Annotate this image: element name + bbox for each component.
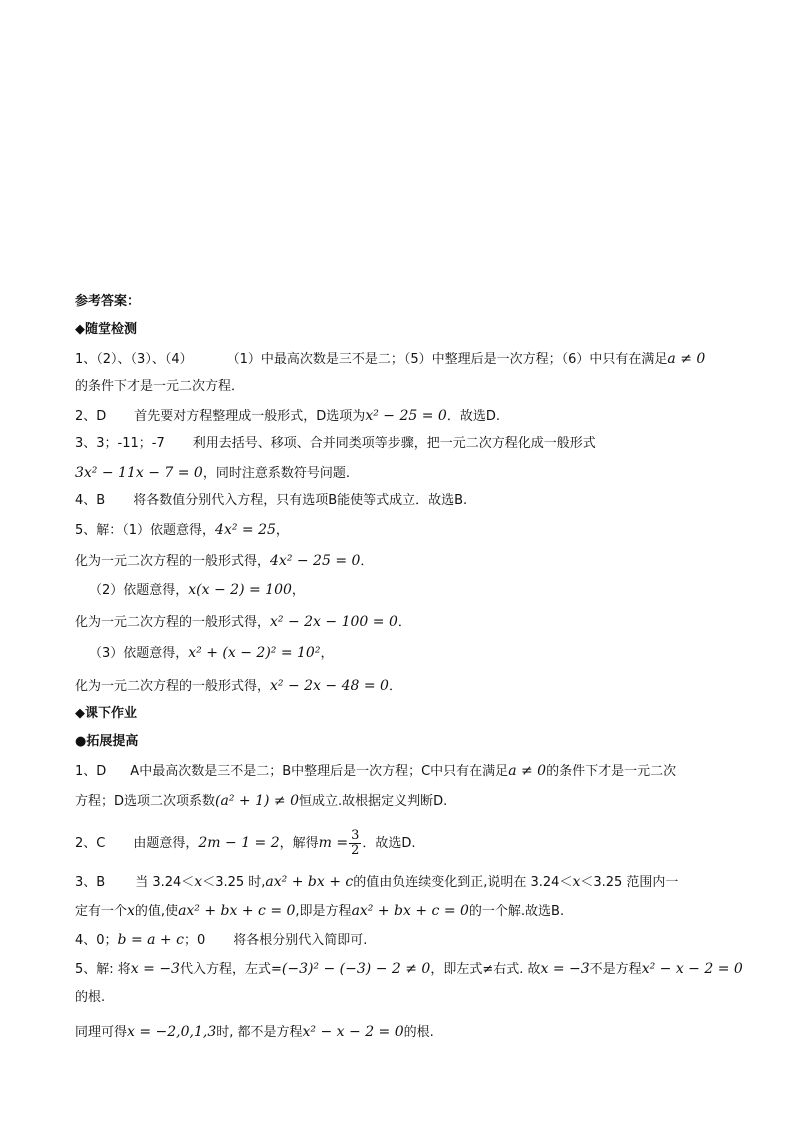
math-formula: 4x² − 25 = 0 <box>270 553 361 569</box>
math-formula: x² − x − 2 = 0 <box>641 961 743 977</box>
punctuation: ． <box>388 679 402 694</box>
math-formula: x = −3 <box>130 961 180 977</box>
answer-line <box>75 960 743 979</box>
answer-label: 1、D <box>75 764 107 779</box>
answer-explanation: 的根. <box>75 990 106 1005</box>
math-formula: 2m − 1 = 2 <box>198 835 280 851</box>
math-formula: (−3)² − (−3) − 2 ≠ 0 <box>281 961 431 977</box>
math-formula: (a² + 1) ≠ 0 <box>215 793 299 809</box>
answer-explanation: 的条件下才是一元二次 <box>546 764 677 779</box>
math-formula: 3x² − 11x − 7 = 0 <box>75 465 203 481</box>
answer-explanation: 当 3.24＜ <box>135 875 195 890</box>
math-formula: a ≠ 0 <box>508 763 547 779</box>
answer-explanation: 的值由负连续变化到正,说明在 3.24＜ <box>353 875 573 890</box>
answer-explanation: ，即左式≠右式. 故 <box>430 962 541 977</box>
answer-label: 4、B <box>75 493 106 508</box>
answer-label: 3、3；-11；-7 <box>75 436 165 451</box>
math-formula: x² − 25 = 0 <box>365 408 447 424</box>
answer-line <box>75 464 725 483</box>
answer-explanation: 恒成立.故根据定义判断D. <box>298 794 448 809</box>
fraction-numerator: 3 <box>351 828 360 843</box>
answer-explanation: 方程；D选项二次项系数 <box>75 794 216 809</box>
answer-explanation: A中最高次数是三不是二；B中整理后是一次方程；C中只有在满足 <box>130 764 509 779</box>
answer-label: 2、C <box>75 836 106 851</box>
answer-explanation: ＜3.25 时, <box>202 875 266 890</box>
math-formula: b = a + c <box>117 932 184 948</box>
answer-line <box>75 407 725 426</box>
answer-explanation: ，解得 <box>279 836 319 851</box>
math-formula: ax² + bx + c = 0 <box>178 903 296 919</box>
section-heading-homework: ◆课下作业 <box>75 706 137 721</box>
answer-line <box>75 350 725 369</box>
answer-explanation: 的一个解.故选B. <box>468 904 565 919</box>
answer-line <box>75 931 725 950</box>
answer-line <box>89 644 739 663</box>
math-formula: x² + (x − 2)² = 10² <box>188 645 321 661</box>
answer-line <box>75 492 725 510</box>
section-heading-in-class-check: ◆随堂检测 <box>75 322 137 337</box>
answer-line <box>75 826 725 861</box>
answer-line <box>75 762 725 781</box>
math-formula: x(x − 2) = 100 <box>188 582 292 598</box>
punctuation: ， <box>275 523 289 538</box>
math-formula: x <box>127 903 135 919</box>
answer-explanation: 由题意得， <box>133 836 199 851</box>
math-formula: x² − 2x − 100 = 0 <box>270 614 398 630</box>
answer-explanation: 的值,使 <box>134 904 179 919</box>
answer-line <box>89 581 739 600</box>
answer-label: 4、0； <box>75 933 118 948</box>
answer-explanation: ，同时注意系数符号问题. <box>202 466 350 481</box>
fraction-denominator: 2 <box>351 843 360 858</box>
answer-label: 2、D <box>75 409 107 424</box>
math-formula: ax² + bx + c = 0 <box>351 903 469 919</box>
punctuation: ， <box>291 583 305 598</box>
answer-explanation: ,即是方程 <box>295 904 352 919</box>
fraction <box>349 829 361 858</box>
answer-explanation: （1）中最高次数是三不是二；（5）中整理后是一次方程；（6）中只有在满足 <box>226 352 668 367</box>
answer-explanation: （3）依题意得， <box>89 646 189 661</box>
answer-explanation: 利用去括号、移项、合并同类项等步骤，把一元二次方程化成一般形式 <box>192 436 596 451</box>
math-formula: x² − 2x − 48 = 0 <box>270 678 389 694</box>
math-formula: x <box>194 874 203 890</box>
answer-explanation: ；0 <box>183 933 206 948</box>
answer-explanation: ．故选D. <box>362 836 416 851</box>
answer-line <box>75 792 725 811</box>
math-formula: a ≠ 0 <box>667 351 706 367</box>
answer-label: 5、解: 将 <box>75 962 131 977</box>
answer-explanation: 首先要对方程整理成一般形式，D选项为 <box>134 409 366 424</box>
punctuation: ． <box>360 554 374 569</box>
answer-line <box>75 378 725 396</box>
answer-explanation: 将各数值分别代入方程，只有选项B能使等式成立．故选B. <box>133 493 468 508</box>
answer-explanation: 的条件下才是一元二次方程． <box>75 379 245 394</box>
answer-line <box>75 435 725 453</box>
math-formula: ax² + bx + c <box>265 874 354 890</box>
answer-explanation: 时, 都不是方程 <box>216 1025 303 1040</box>
answer-explanation: ．故选D. <box>446 409 500 424</box>
answer-explanation: 将各根分别代入简即可. <box>233 933 368 948</box>
answer-explanation: 定有一个 <box>75 904 128 919</box>
answer-explanation: 同理可得 <box>75 1025 128 1040</box>
punctuation: ， <box>320 646 334 661</box>
answer-line <box>75 873 725 892</box>
math-formula: x² − x − 2 = 0 <box>302 1024 404 1040</box>
answer-explanation: 化为一元二次方程的一般形式得， <box>75 679 271 694</box>
math-formula: m = <box>318 835 349 851</box>
punctuation: ． <box>397 615 411 630</box>
answer-explanation: （2）依题意得， <box>89 583 189 598</box>
answers-title: 参考答案： <box>75 294 141 309</box>
answer-line <box>75 677 725 696</box>
answer-line <box>75 902 725 921</box>
answer-label: 3、B <box>75 875 106 890</box>
answer-explanation: ＜3.25 范围内一 <box>580 875 679 890</box>
answer-explanation: 化为一元二次方程的一般形式得， <box>75 615 271 630</box>
subsection-heading-extension: ●拓展提高 <box>75 734 139 749</box>
answer-explanation: 代入方程，左式= <box>179 962 282 977</box>
answer-explanation: 不是方程 <box>589 962 642 977</box>
answer-line <box>75 613 725 632</box>
answer-label: 1、（2）、（3）、（4） <box>75 352 193 367</box>
math-formula: x <box>572 874 581 890</box>
math-formula: x = −3 <box>540 961 590 977</box>
answer-explanation: 化为一元二次方程的一般形式得， <box>75 554 271 569</box>
answer-line <box>75 989 725 1007</box>
answer-label: 5、解：（1）依题意得， <box>75 523 216 538</box>
answer-line <box>75 521 725 540</box>
math-formula: 4x² = 25 <box>215 522 276 538</box>
math-formula: x = −2,0,1,3 <box>127 1024 217 1040</box>
answer-explanation: 的根. <box>403 1025 434 1040</box>
answer-line <box>75 552 725 571</box>
answer-line <box>75 1023 725 1042</box>
